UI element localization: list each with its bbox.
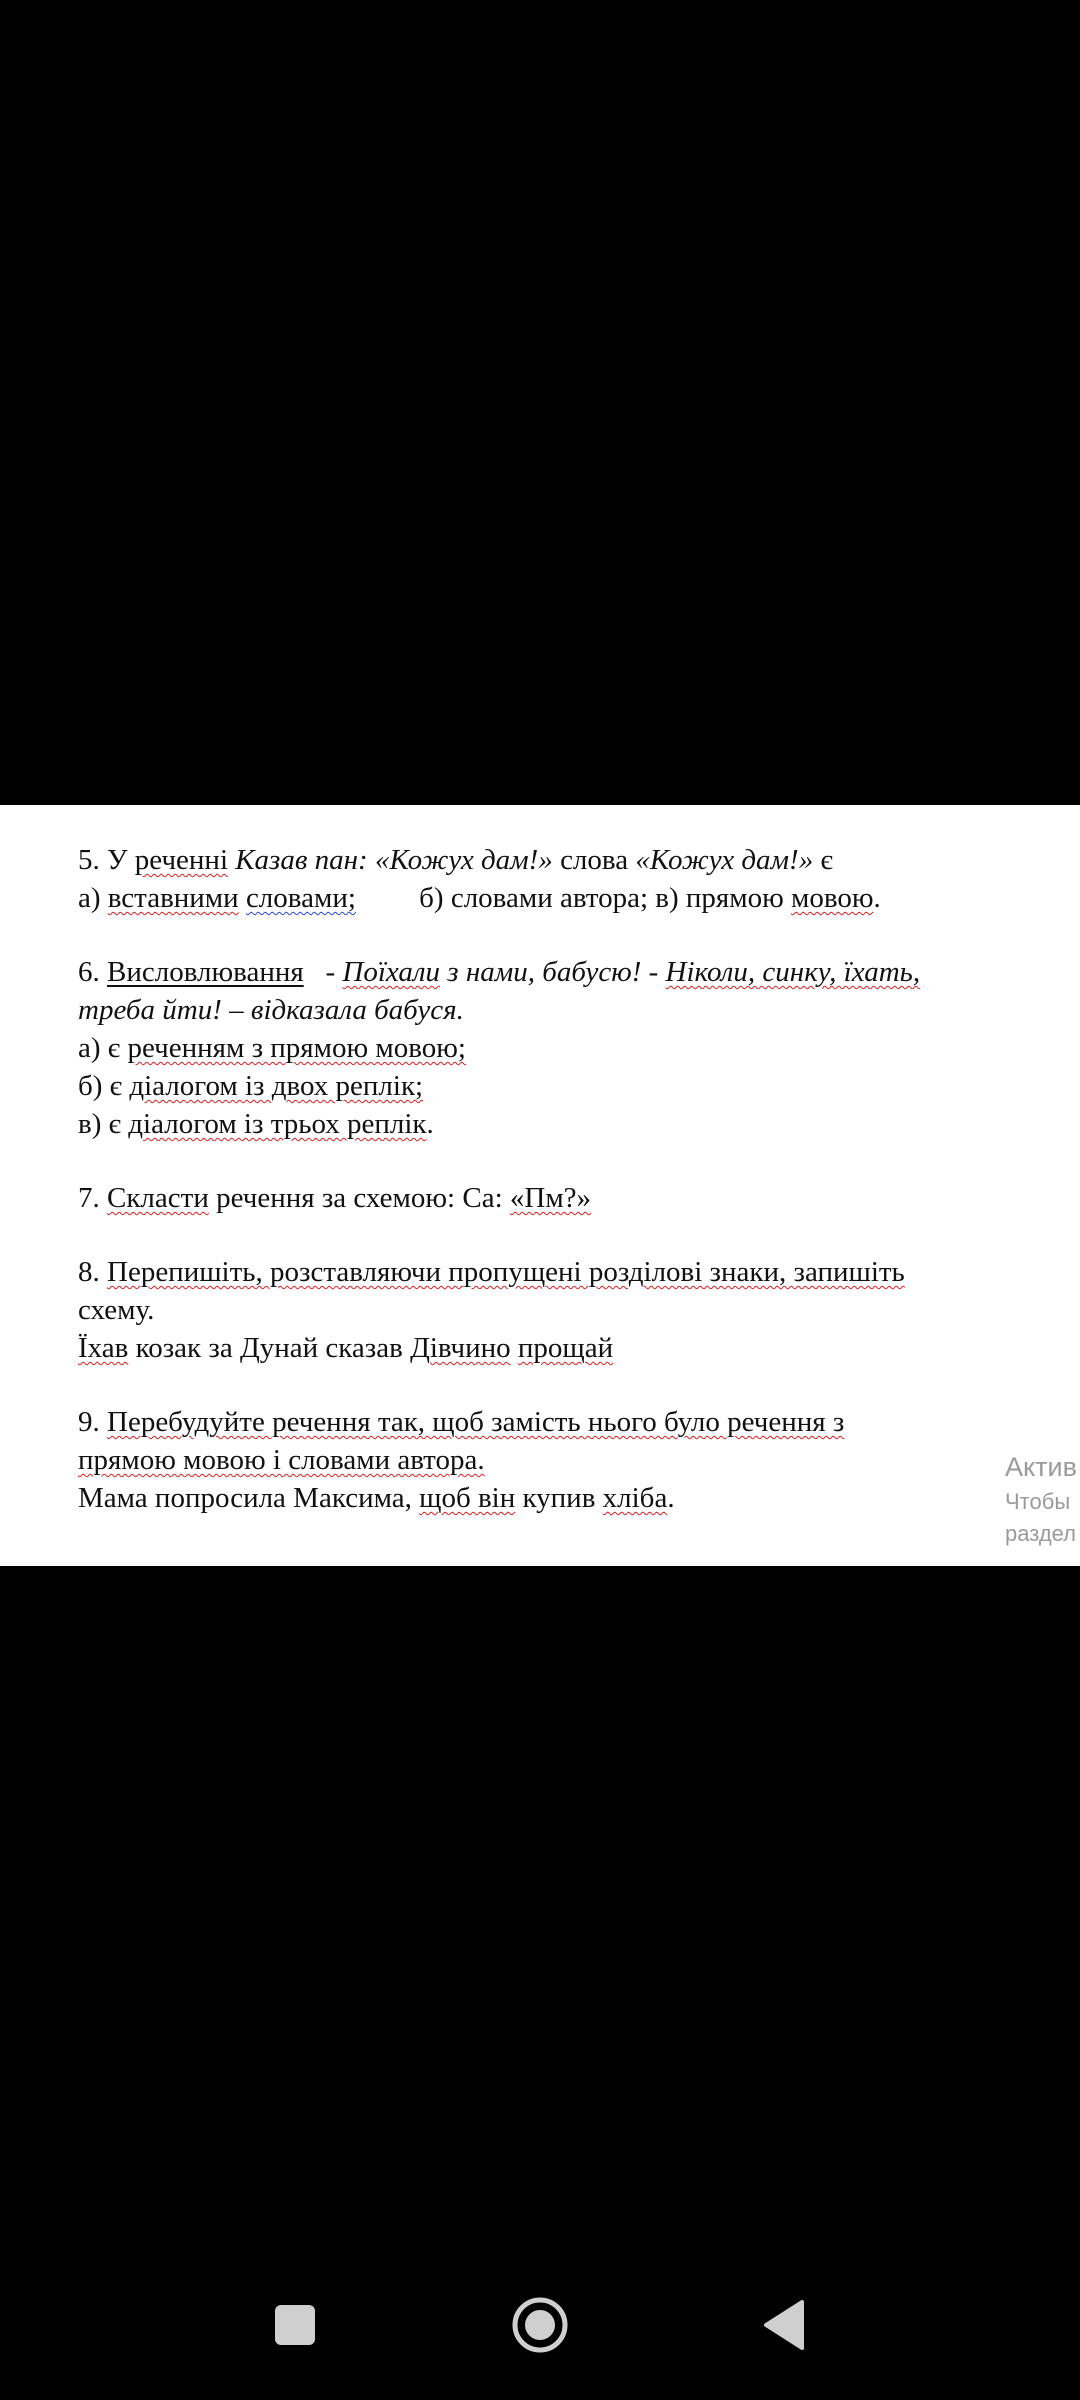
q8-sentence-3: Дівчино (410, 1332, 511, 1364)
recent-apps-button[interactable] (250, 2280, 340, 2370)
q7-line (78, 1179, 1018, 1217)
q6-line1 (78, 953, 1018, 991)
q6-line2 (78, 991, 1018, 1029)
q8-sentence-2: козак за Дунай сказав (135, 1332, 403, 1364)
home-button[interactable] (495, 2280, 585, 2370)
q6-option-c-prefix: в) є (78, 1108, 122, 1140)
q5-option-c: в) прямою (655, 882, 784, 914)
q7-rest: речення за схемою: Са: (216, 1182, 503, 1214)
q6-option-b (78, 1067, 1018, 1105)
q6-option-a-prefix: а) є (78, 1032, 121, 1064)
q9-sentence-4: хліба (602, 1482, 668, 1514)
q5-option-b: б) словами автора; (419, 882, 649, 914)
q9-task: Перебудуйте речення так, щоб замість нього було речення з (107, 1406, 845, 1438)
q6-dash2: - (648, 956, 659, 988)
watermark-line1: Актив (1005, 1452, 1077, 1482)
circle-home-icon (495, 2280, 585, 2370)
q8-sentence-1: Їхав (78, 1332, 129, 1364)
q9-num: 9. (78, 1406, 100, 1438)
q6-dash1: - (325, 956, 336, 988)
q5-line1 (78, 841, 1018, 879)
q9-sentence-end: . (667, 1482, 675, 1514)
q8-line1 (78, 1253, 1018, 1291)
q6-option-b-text: діалогом із двох реплік; (129, 1070, 424, 1102)
q9-line2 (78, 1441, 1018, 1479)
q6-speech-2: з нами, бабусю! (447, 956, 642, 988)
q6-option-a (78, 1029, 1018, 1067)
q6-speech-4: треба йти! – відказала бабуся. (78, 994, 464, 1026)
q6-num: 6. (78, 956, 100, 988)
q5-word-ye: є (820, 844, 833, 876)
q8-num: 8. (78, 1256, 100, 1288)
q5-word-slova: слова (560, 844, 629, 876)
q5-option-c-word: мовою (791, 882, 874, 914)
q9-task-end: прямою мовою і словами автора. (78, 1444, 485, 1476)
document-image (0, 805, 1080, 1566)
q8-line2 (78, 1291, 1018, 1329)
q6-option-c-end: . (426, 1108, 434, 1140)
triangle-back-icon (740, 2280, 830, 2370)
navigation-bar (0, 2250, 1080, 2400)
q6-speech-1: Поїхали (342, 956, 441, 988)
q5-option-a-word2: словами; (245, 882, 356, 914)
q7-num: 7. (78, 1182, 100, 1214)
q5-quote: «Кожух дам!» (635, 844, 814, 876)
watermark-line2: Чтобы (1005, 1489, 1071, 1514)
q5-option-c-end: . (873, 882, 881, 914)
q5-word-rechenni: реченні (134, 844, 228, 876)
q5-option-a-prefix: а) (78, 882, 101, 914)
q6-word: Висловлювання (107, 956, 304, 988)
activation-watermark (1005, 1448, 1080, 1550)
q5-word-u: У (107, 844, 128, 876)
q5-options (78, 879, 1018, 917)
watermark-line3: раздел (1005, 1521, 1077, 1546)
q6-option-c (78, 1105, 1018, 1143)
q9-sentence-3: купив (522, 1482, 596, 1514)
q8-sentence-4: прощай (517, 1332, 614, 1364)
q7-word: Скласти (107, 1182, 209, 1214)
q5-num: 5. (78, 844, 100, 876)
q6-option-b-prefix: б) є (78, 1070, 123, 1102)
q9-sentence-1: Мама попросила Максима, (78, 1482, 412, 1514)
q9-line1 (78, 1403, 1018, 1441)
q9-sentence-2: щоб він (419, 1482, 516, 1514)
q8-task: Перепишіть, розставляючи пропущені розділові знаки, запишіть (107, 1256, 905, 1288)
q5-option-a-word1: вставними (107, 882, 239, 914)
q8-task-end: схему. (78, 1294, 155, 1326)
q8-sentence (78, 1329, 1018, 1367)
document-content (78, 841, 1018, 1517)
q5-example: Казав пан: «Кожух дам!» (235, 844, 553, 876)
back-button[interactable] (740, 2280, 830, 2370)
q7-scheme: «Пм?» (509, 1182, 592, 1214)
q6-speech-3: Ніколи, синку, їхать, (665, 956, 921, 988)
q6-option-c-text: діалогом із трьох реплік (128, 1108, 427, 1140)
square-recent-apps-icon (250, 2280, 340, 2370)
q9-sentence (78, 1479, 1018, 1517)
q6-option-a-text: реченням з прямою мовою; (127, 1032, 466, 1064)
